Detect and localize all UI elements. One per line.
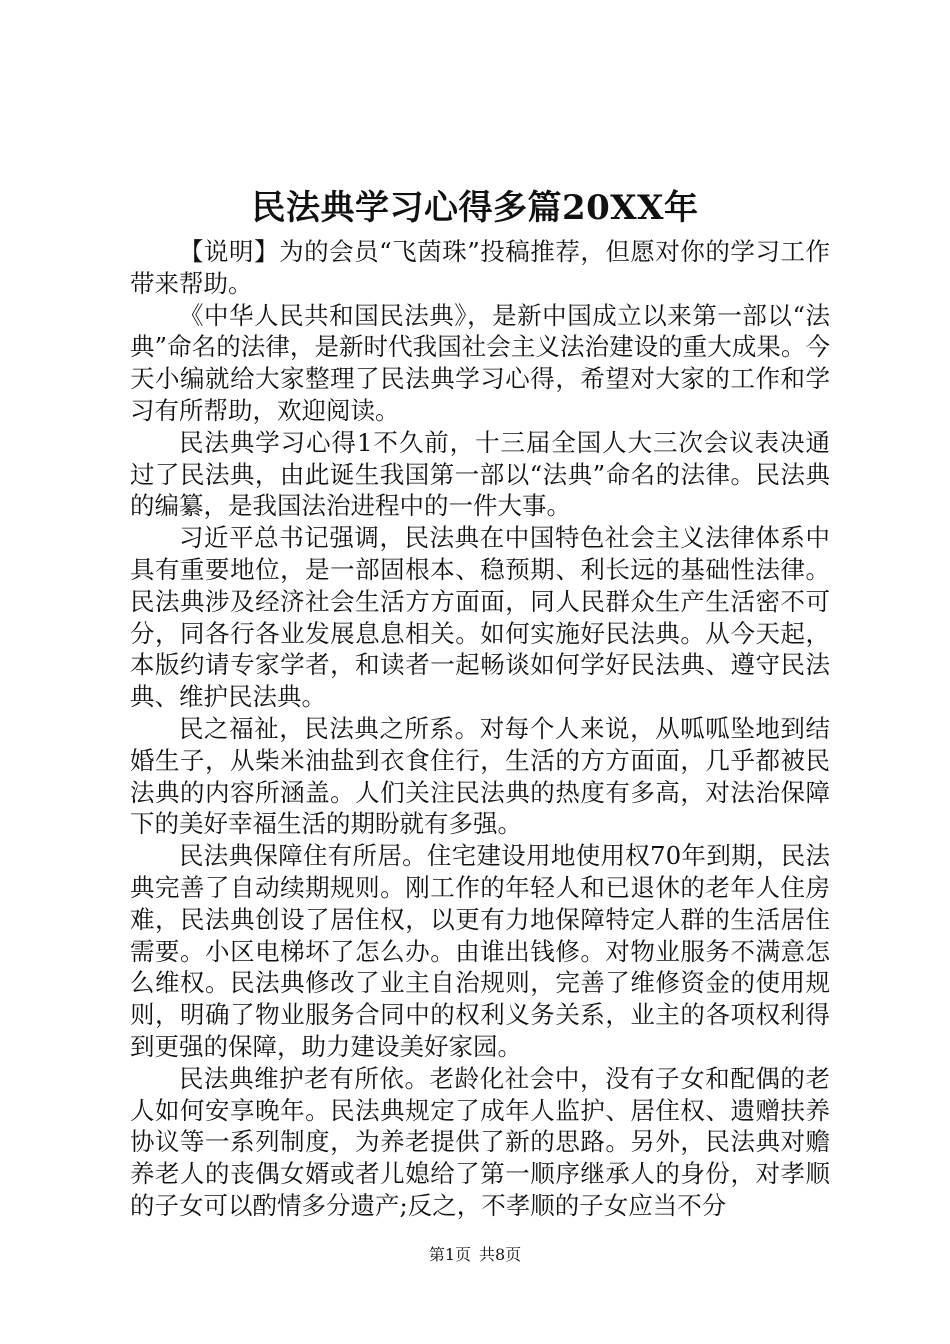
paragraph: 民法典维护老有所依。老龄化社会中，没有子女和配偶的老人如何安享晚年。民法典规定了成年人监护、居住权、遗赠扶养协议等一系列制度，为养老提供了新的思路。另外，民法典对赡养老人的丧偶女婿或者儿媳给了第一顺序继承人的身份，对孝顺的子女可以酌情多分遗产;反之，不孝顺的子女应当不分 [130, 1063, 830, 1220]
page-number: 第1页 [428, 1245, 471, 1264]
paragraph: 民法典保障住有所居。住宅建设用地使用权70年到期，民法典完善了自动续期规则。刚工作的年轻人和已退休的老年人住房难，民法典创设了居住权，以更有力地保障特定人群的生活居住需要。小区电梯坏了怎么办。由谁出钱修。对物业服务不满意怎么维权。民法典修改了业主自治规则，完善了维修资金的使用规则，明确了物业服务合同中的权利义务关系，业主的各项权利得到更强的保障，助力建设美好家园。 [130, 841, 830, 1061]
page-footer [0, 1243, 950, 1267]
document-body [130, 236, 830, 1222]
page-total: 共8页 [479, 1245, 522, 1264]
paragraph: 习近平总书记强调，民法典在中国特色社会主义法律体系中具有重要地位，是一部固根本、稳预期、利长远的基础性法律。民法典涉及经济社会生活方方面面，同人民群众生产生活密不可分，同各行各业发展息息相关。如何实施好民法典。从今天起，本版约请专家学者，和读者一起畅谈如何学好民法典、遵守民法典、维护民法典。 [130, 523, 830, 712]
paragraph-intro: 《中华人民共和国民法典》，是新中国成立以来第一部以“法典”命名的法律，是新时代我国社会主义法治建设的重大成果。今天小编就给大家整理了民法典学习心得，希望对大家的工作和学习有所帮助，欢迎阅读。 [130, 300, 830, 425]
document-title: 民法典学习心得多篇20XX年 [251, 188, 699, 228]
paragraph: 民之福祉，民法典之所系。对每个人来说，从呱呱坠地到结婚生子，从柴米油盐到衣食住行，生活的方方面面，几乎都被民法典的内容所涵盖。人们关注民法典的热度有多高，对法治保障下的美好幸福生活的期盼就有多强。 [130, 713, 830, 839]
paragraph-note: 【说明】为的会员“飞茵珠”投稿推荐，但愿对你的学习工作带来帮助。 [130, 237, 830, 298]
paragraph: 民法典学习心得1不久前，十三届全国人大三次会议表决通过了民法典，由此诞生我国第一部以“法典”命名的法律。民法典的编纂，是我国法治进程中的一件大事。 [130, 427, 830, 521]
